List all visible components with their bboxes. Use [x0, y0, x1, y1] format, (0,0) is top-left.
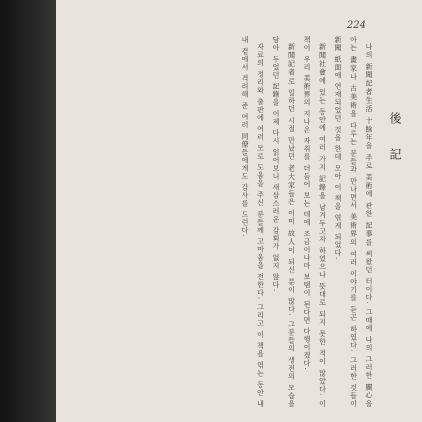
- paragraph: 新聞記者로 일하던 시절 만났던 老大家들은 이미 故人이 되신 분이 많다. 그분들의 생전의 모습을 담아 두었던 記錄을 이제 다시 읽어보니 새삼스러운 감회가 없지 않다.: [272, 36, 296, 408]
- paragraph: 자료의 정리와 출판에 여러 모로 도움을 주신 분들께 고마움을 전한다. 그리고 이 책을 엮는 동안 내내 곁에서 격려해 준 여러 同僚들에게도 감사를 드린다.: [241, 36, 265, 408]
- book-page: [56, 0, 422, 422]
- paragraph: 나의 新聞記者生活 十餘年을 주로 美術에 관한 記事를 써왔던 터이다. 그때에 나의 그러한 關心을 아는 畫家나 古美術을 다루는 분들과 만나면서 美術界의 여러 이야기를 듣곤 하였다. 그러한 것들이 新聞 紙面에 연재되었던 것을 한데 모아 이 책을 엮게 되었다.: [334, 36, 373, 408]
- section-heading: 後 記: [388, 112, 402, 170]
- body-text: [128, 36, 376, 408]
- dark-background-edge: [0, 0, 56, 422]
- page-number: 224: [346, 20, 366, 31]
- paragraph: 新聞社會에 있는 동안에 여러 가지 記錄을 남겨두고자 하였으나 뜻대로 되지 못한 적이 많았다. 이 책이 우리 美術界의 지나온 자취를 더듬어 보는 데에 조금이나마 보탬이 된다면 다행이겠다.: [303, 36, 327, 408]
